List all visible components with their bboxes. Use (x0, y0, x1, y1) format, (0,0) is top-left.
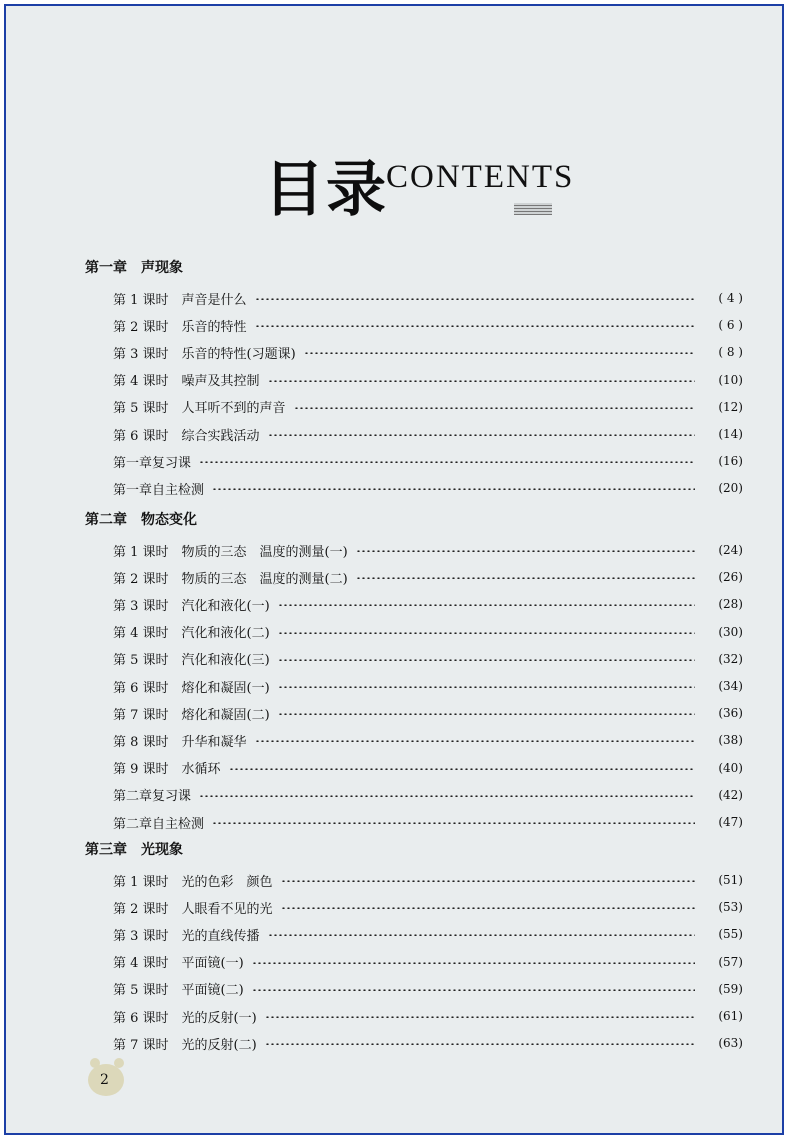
toc-entry[interactable] (113, 897, 743, 917)
toc-entry-page: (32) (718, 651, 743, 666)
toc-entry-page: (51) (718, 873, 743, 887)
toc-entry-page: (16) (718, 454, 743, 469)
dot-leader (304, 352, 695, 354)
toc-entry[interactable] (113, 567, 743, 587)
toc-entry-page: (38) (718, 733, 743, 748)
dot-leader (281, 880, 695, 882)
toc-entry-label: 第 4 课时 噪声及其控制 (113, 374, 260, 390)
toc-entry-label: 第 3 课时 汽化和液化(一) (113, 598, 270, 614)
toc-entry[interactable] (113, 703, 743, 723)
toc-entry[interactable] (113, 424, 743, 444)
toc-entry[interactable] (113, 451, 743, 471)
toc-entry-page: (24) (718, 543, 743, 557)
dot-leader (199, 461, 695, 463)
dot-leader (356, 577, 695, 579)
toc-entry-label: 第 2 课时 物质的三态 温度的测量(二) (113, 571, 348, 587)
toc-entry-label: 第 4 课时 平面镜(一) (113, 956, 244, 972)
toc-entry-page: (42) (718, 787, 743, 802)
dot-leader (281, 907, 695, 909)
dot-leader (278, 632, 695, 634)
dot-leader (255, 298, 695, 300)
toc-entry-label: 第 5 课时 汽化和液化(三) (113, 653, 270, 669)
contents-title: 目录 (264, 155, 388, 225)
toc-entry-page: (30) (718, 624, 743, 639)
toc-entry[interactable] (113, 952, 743, 972)
dot-leader (278, 659, 695, 661)
dot-leader (265, 1043, 695, 1045)
toc-entry-label: 第 6 课时 综合实践活动 (113, 428, 260, 444)
toc-entry-page: (61) (718, 1009, 743, 1023)
toc-entry-page: (57) (718, 954, 743, 969)
toc-entry[interactable] (113, 785, 743, 805)
toc-entry-page: (40) (718, 760, 743, 775)
toc-entry-page: (36) (718, 706, 743, 721)
toc-entry[interactable] (113, 924, 743, 944)
toc-entry-page: (12) (718, 399, 743, 414)
toc-entry[interactable] (113, 812, 743, 832)
dot-leader (252, 989, 695, 991)
toc-entry-page: (63) (718, 1036, 743, 1051)
toc-entry-label: 第一章自主检测 (113, 482, 205, 498)
toc-entry[interactable] (113, 1033, 743, 1053)
toc-entry-page: (26) (718, 570, 743, 585)
dot-leader (268, 434, 695, 436)
toc-entry[interactable] (113, 594, 743, 614)
page-footer (88, 1058, 128, 1102)
chapter-heading: 第一章 声现象 (85, 260, 183, 276)
dot-leader (278, 686, 695, 688)
toc-entry[interactable] (113, 870, 743, 890)
dot-leader (199, 795, 695, 797)
dot-leader (268, 934, 695, 936)
toc-entry[interactable] (113, 1006, 743, 1026)
contents-header (264, 151, 575, 231)
toc-entry[interactable] (113, 397, 743, 417)
toc-entry[interactable] (113, 758, 743, 778)
chapter-heading: 第二章 物态变化 (85, 512, 197, 528)
dot-leader (265, 1016, 695, 1018)
toc-entry-page: (53) (718, 900, 743, 915)
dot-leader (356, 550, 695, 552)
dot-leader (255, 740, 695, 742)
toc-entry[interactable] (113, 315, 743, 335)
toc-entry-label: 第 2 课时 人眼看不见的光 (113, 901, 273, 917)
dot-leader (252, 962, 695, 964)
toc-entry-page: (20) (718, 481, 743, 496)
page (4, 4, 784, 1135)
toc-entry-label: 第 7 课时 光的反射(二) (113, 1037, 257, 1053)
dot-leader (268, 380, 695, 382)
toc-entry-label: 第 3 课时 乐音的特性(习题课) (113, 346, 296, 362)
toc-entry-label: 第 1 课时 声音是什么 (113, 292, 247, 308)
contents-title-latin: CONTENTS (386, 159, 575, 195)
dot-leader (255, 325, 695, 327)
header-decoration (514, 203, 552, 215)
toc-entry[interactable] (113, 370, 743, 390)
dot-leader (212, 822, 695, 824)
dot-leader (212, 488, 695, 490)
toc-entry-page: ( 8 ) (718, 345, 743, 360)
toc-entry-page: (14) (718, 427, 743, 441)
toc-entry-page: (34) (718, 679, 743, 693)
toc-entry-page: (47) (718, 815, 743, 829)
chapter-heading: 第三章 光现象 (85, 842, 183, 858)
dot-leader (278, 713, 695, 715)
toc-entry-label: 第 6 课时 光的反射(一) (113, 1010, 257, 1026)
page-number: 2 (100, 1072, 109, 1088)
dot-leader (278, 604, 695, 606)
toc-entry-label: 第 7 课时 熔化和凝固(二) (113, 707, 270, 723)
toc-entry-label: 第 1 课时 光的色彩 颜色 (113, 874, 273, 890)
toc-entry-page: ( 4 ) (718, 291, 743, 305)
toc-entry-label: 第 3 课时 光的直线传播 (113, 928, 260, 944)
toc-entry-label: 第二章复习课 (113, 789, 192, 805)
toc-entry-label: 第一章复习课 (113, 455, 192, 471)
toc-entry-page: (59) (718, 981, 743, 996)
toc-entry[interactable] (113, 979, 743, 999)
toc-entry-page: ( 6 ) (718, 318, 743, 333)
toc-entry-label: 第 9 课时 水循环 (113, 762, 221, 778)
toc-entry-label: 第 4 课时 汽化和液化(二) (113, 626, 270, 642)
toc-entry-label: 第 1 课时 物质的三态 温度的测量(一) (113, 544, 348, 560)
toc-entry-page: (10) (718, 372, 743, 387)
toc-entry-label: 第 5 课时 人耳听不到的声音 (113, 401, 286, 417)
toc-entry[interactable] (113, 288, 743, 308)
toc-entry-label: 第 6 课时 熔化和凝固(一) (113, 680, 270, 696)
toc-entry-page: (28) (718, 597, 743, 612)
toc-entry[interactable] (113, 478, 743, 498)
toc-entry[interactable] (113, 676, 743, 696)
toc-entry-label: 第二章自主检测 (113, 816, 205, 832)
dot-leader (229, 768, 695, 770)
dot-leader (294, 407, 695, 409)
toc-entry[interactable] (113, 649, 743, 669)
toc-entry[interactable] (113, 622, 743, 642)
toc-entry[interactable] (113, 540, 743, 560)
toc-entry-page: (55) (718, 927, 743, 942)
toc-entry[interactable] (113, 342, 743, 362)
toc-entry-label: 第 2 课时 乐音的特性 (113, 319, 247, 335)
toc-entry-label: 第 8 课时 升华和凝华 (113, 734, 247, 750)
toc-entry-label: 第 5 课时 平面镜(二) (113, 983, 244, 999)
toc-entry[interactable] (113, 730, 743, 750)
